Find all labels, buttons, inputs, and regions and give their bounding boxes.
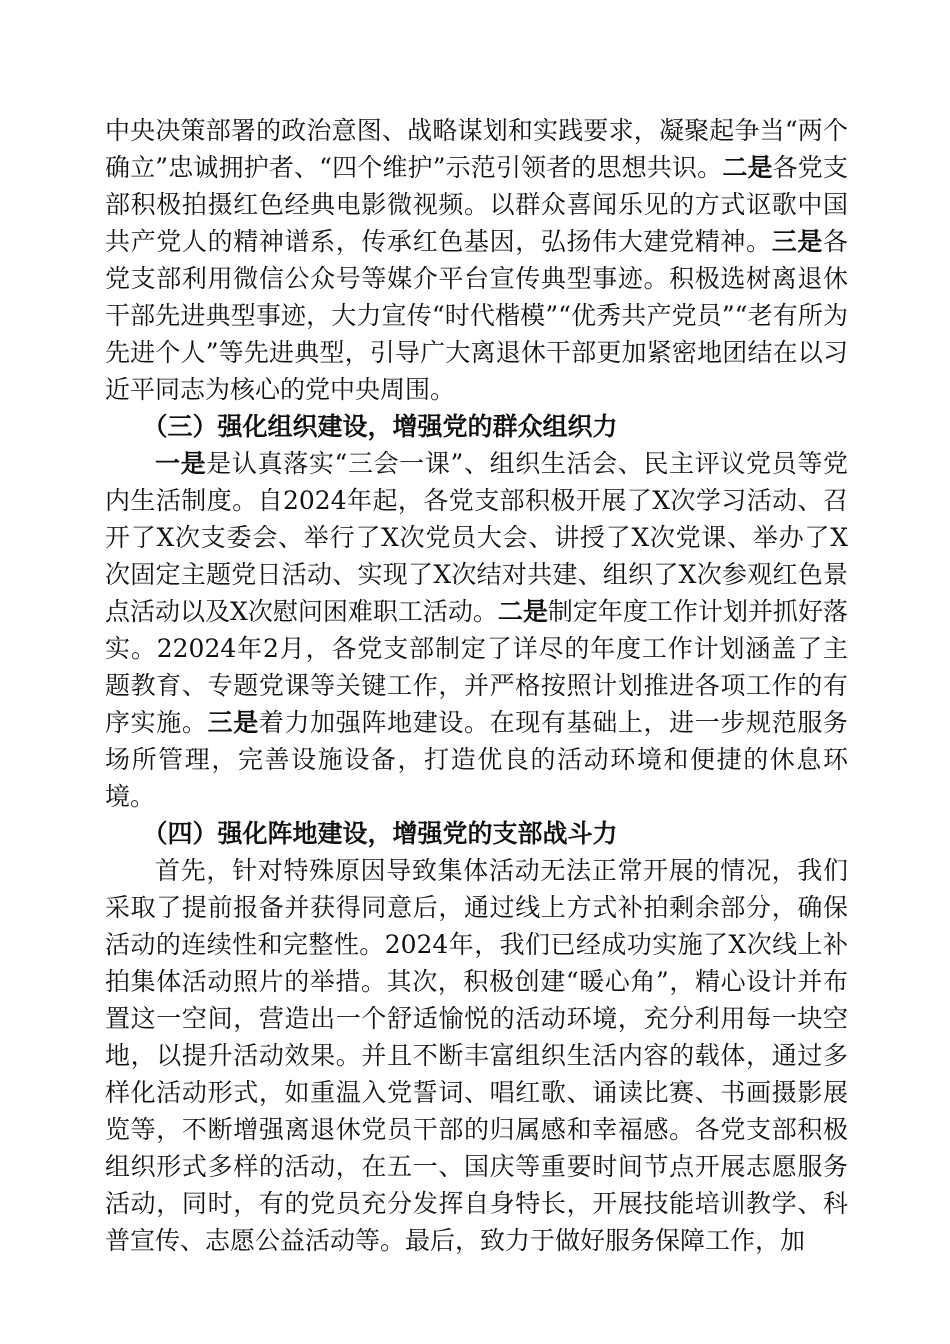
p2-text-3: 着力加强阵地建设。在现有基础上，进一步规范服务场所管理，完善设施设备，打造优良的活动环境和便捷的休息环境。	[105, 708, 848, 811]
p2-bold-1: 一是	[155, 449, 207, 478]
p2-text-2: 制定年度工作计划并抓好落实。22024年2月，各党支部制定了详尽的年度工作计划涵盖了主题教育、专题党课等关键工作，并严格按照计划推进各项工作的有序实施。	[105, 597, 848, 737]
section-heading-3: （三）强化组织建设，增强党的群众组织力	[142, 412, 618, 441]
p2-text-1: 是认真落实“三会一课”、组织生活会、民主评议党员等党内生活制度。自2024年起，各党支部积极开展了X次学习活动、召开了X次支委会、举行了X次党员大会、讲授了X次党课、举办了X次固定主题党日活动、实现了X次结对共建、组织了X次参观红色景点活动以及X次慰问困难职工活动。	[105, 449, 848, 626]
paragraph-1	[105, 112, 848, 408]
paragraph-3	[105, 852, 848, 1259]
p3-text-1: 首先，针对特殊原因导致集体活动无法正常开展的情况，我们采取了提前报备并获得同意后，通过线上方式补拍剩余部分，确保活动的连续性和完整性。2024年，我们已经成功实施了X次线上补拍集体活动照片的举措。其次，积极创建“暖心角”，精心设计并布置这一空间，营造出一个舒适愉悦的活动环境，充分利用每一块空地，以提升活动效果。并且不断丰富组织生活内容的载体，通过多样化活动形式，如重温入党誓词、唱红歌、诵读比赛、书画摄影展览等，不断增强离退休党员干部的归属感和幸福感。各党支部积极组织形式多样的活动，在五一、国庆等重要时间节点开展志愿服务活动，同时，有的党员充分发挥自身特长，开展技能培训教学、科普宣传、志愿公益活动等。最后，致力于做好服务保障工作，加	[105, 856, 848, 1255]
p2-bold-2: 二是	[497, 597, 548, 626]
p1-text-3: 各党支部利用微信公众号等媒介平台宣传典型事迹。积极选树离退休干部先进典型事迹，大力宣传“时代楷模”“优秀共产党员”“老有所为先进个人”等先进典型，引导广大离退休干部更加紧密地团结在以习近平同志为核心的党中央周围。	[105, 227, 848, 404]
p1-text-1: 中央决策部署的政治意图、战略谋划和实践要求，凝聚起争当“两个确立”忠诚拥护者、“四个维护”示范引领者的思想共识。	[105, 116, 848, 182]
p1-bold-3: 三是	[771, 227, 823, 256]
p2-bold-3: 三是	[207, 708, 259, 737]
p1-text-2: 各党支部积极拍摄红色经典电影微视频。以群众喜闻乐见的方式讴歌中国共产党人的精神谱系，传承红色基因，弘扬伟大建党精神。	[105, 153, 848, 256]
p1-bold-2: 二是	[722, 153, 773, 182]
paragraph-2	[105, 445, 848, 815]
section-heading-4: （四）强化阵地建设，增强党的支部战斗力	[142, 819, 618, 848]
